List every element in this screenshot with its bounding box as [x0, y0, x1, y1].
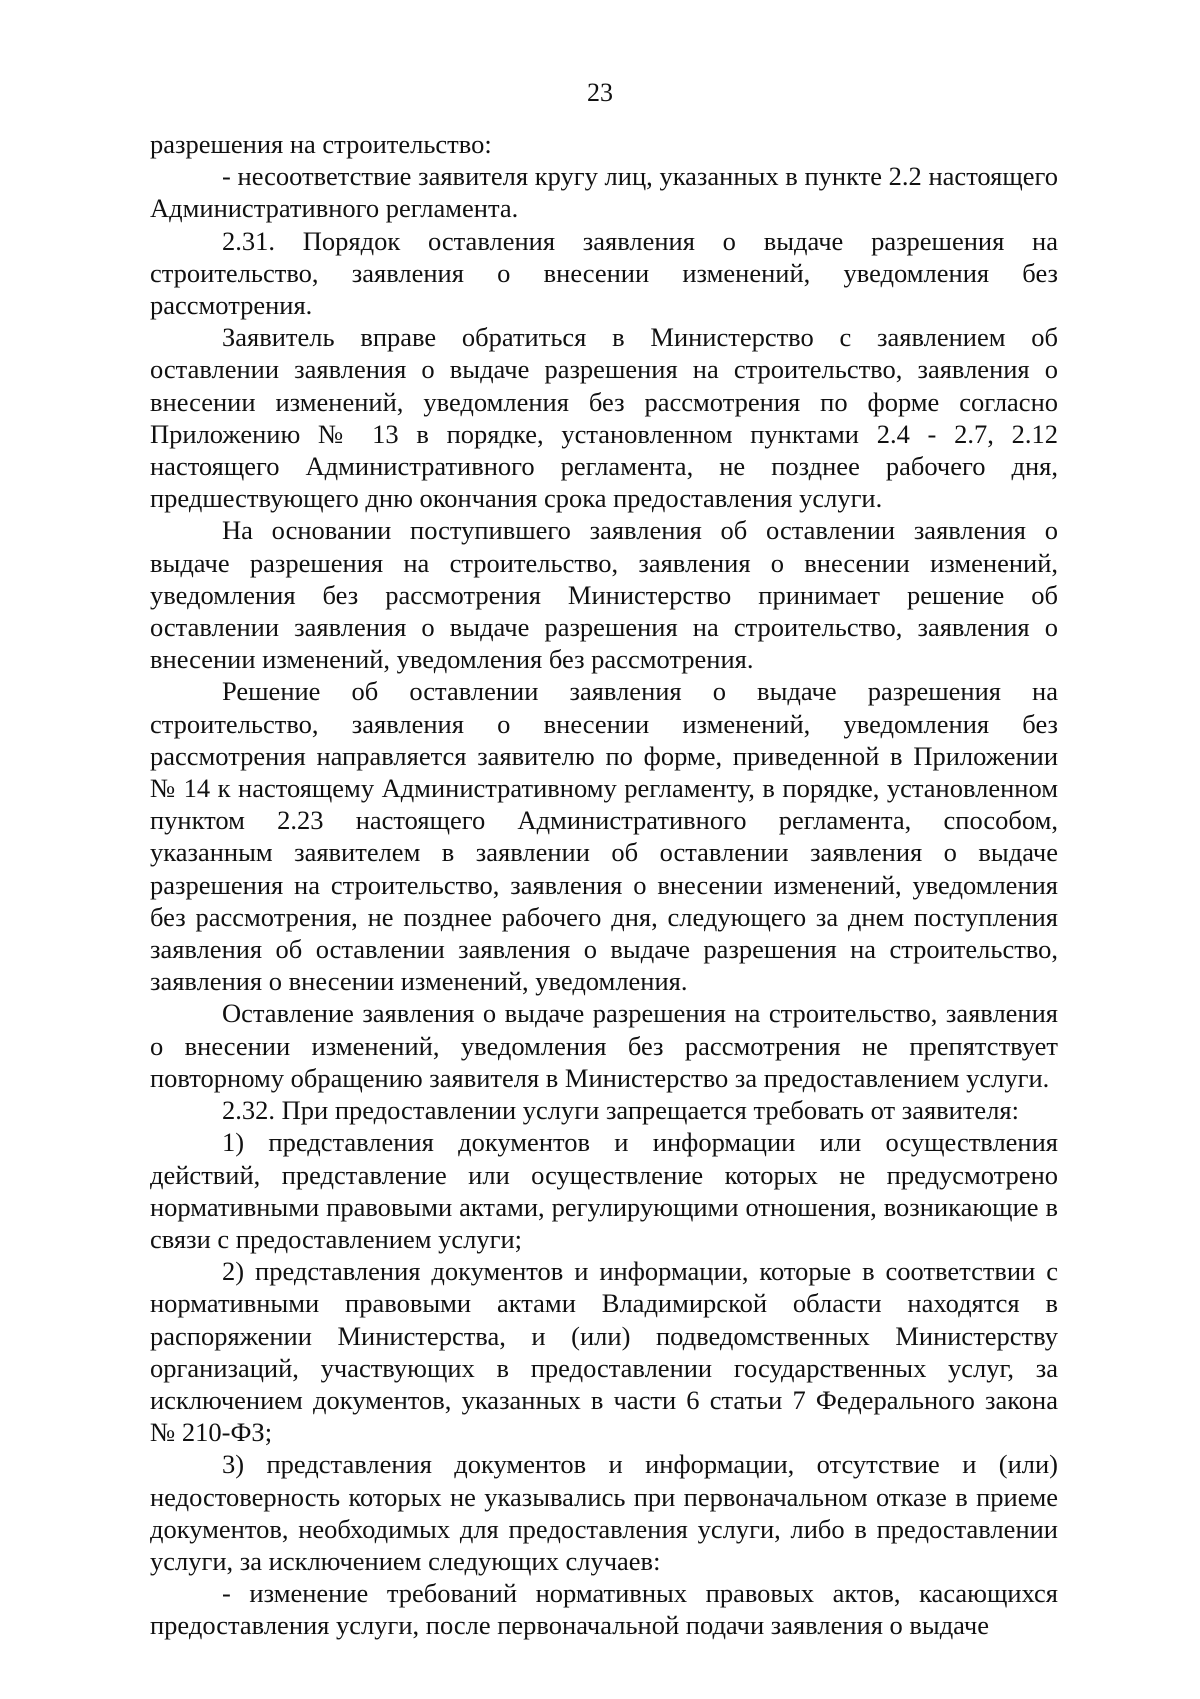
- document-body: [150, 128, 1058, 1642]
- paragraph-1: разрешения на строительство:: [150, 129, 492, 159]
- page-number: 23: [587, 78, 613, 107]
- paragraph-4: Заявитель вправе обратиться в Министерство с заявлением об оставлении заявления о выдаче разрешения на строительство, заявления о внесении изменений, уведомления без рассмотрения по форме согласно Приложению № 13 в порядке, установленном пунктами 2.4 - 2.7, 2.12 настоящего Административного регламента, не позднее рабочего дня, предшествующего дню окончания срока предоставления услуги.: [150, 322, 1058, 514]
- paragraph-12: - изменение требований нормативных правовых актов, касающихся предоставления услуги, после первоначальной подачи заявления о выдаче: [150, 1578, 1058, 1641]
- paragraph-2: - несоответствие заявителя кругу лиц, указанных в пункте 2.2 настоящего Административного регламента.: [150, 161, 1058, 224]
- paragraph-11: 3) представления документов и информации, отсутствие и (или) недостоверность которых не указывались при первоначальном отказе в приеме документов, необходимых для предоставления услуги, либо в предоставлении услуги, за исключением следующих случаев:: [150, 1449, 1058, 1576]
- paragraph-8: 2.32. При предоставлении услуги запрещается требовать от заявителя:: [222, 1095, 1019, 1126]
- paragraph-5: На основании поступившего заявления об оставлении заявления о выдаче разрешения на строительство, заявления о внесении изменений, уведомления без рассмотрения Министерство принимает решение об оставлении заявления о выдаче разрешения на строительство, заявления о внесении изменений, уведомления без рассмотрения.: [150, 515, 1058, 675]
- paragraph-10: 2) представления документов и информации, которые в соответствии с нормативными правовыми актами Владимирской области находятся в распоряжении Министерства, и (или) подведомственных Министерству организаций, участвующих в предоставлении государственных услуг, за исключением документов, указанных в части 6 статьи 7 Федерального закона № 210-ФЗ;: [150, 1256, 1058, 1448]
- paragraph-6: Решение об оставлении заявления о выдаче разрешения на строительство, заявления о внесении изменений, уведомления без рассмотрения направляется заявителю по форме, приведенной в Приложении № 14 к настоящему Административному регламенту, в порядке, установленном пунктом 2.23 настоящего Административного регламента, способом, указанным заявителем в заявлении об оставлении заявления о выдаче разрешения на строительство, заявления о внесении изменений, уведомления без рассмотрения, не позднее рабочего дня, следующего за днем поступления заявления об оставлении заявления о выдаче разрешения на строительство, заявления о внесении изменений, уведомления.: [150, 676, 1058, 997]
- paragraph-7: Оставление заявления о выдаче разрешения на строительство, заявления о внесении изменений, уведомления без рассмотрения не препятствует повторному обращению заявителя в Министерство за предоставлением услуги.: [150, 998, 1058, 1093]
- paragraph-9: 1) представления документов и информации или осуществления действий, представление или осуществление которых не предусмотрено нормативными правовыми актами, регулирующими отношения, возникающие в связи с предоставлением услуги;: [150, 1127, 1058, 1254]
- paragraph-3: 2.31. Порядок оставления заявления о выдаче разрешения на строительство, заявления о внесении изменений, уведомления без рассмотрения.: [150, 225, 1058, 321]
